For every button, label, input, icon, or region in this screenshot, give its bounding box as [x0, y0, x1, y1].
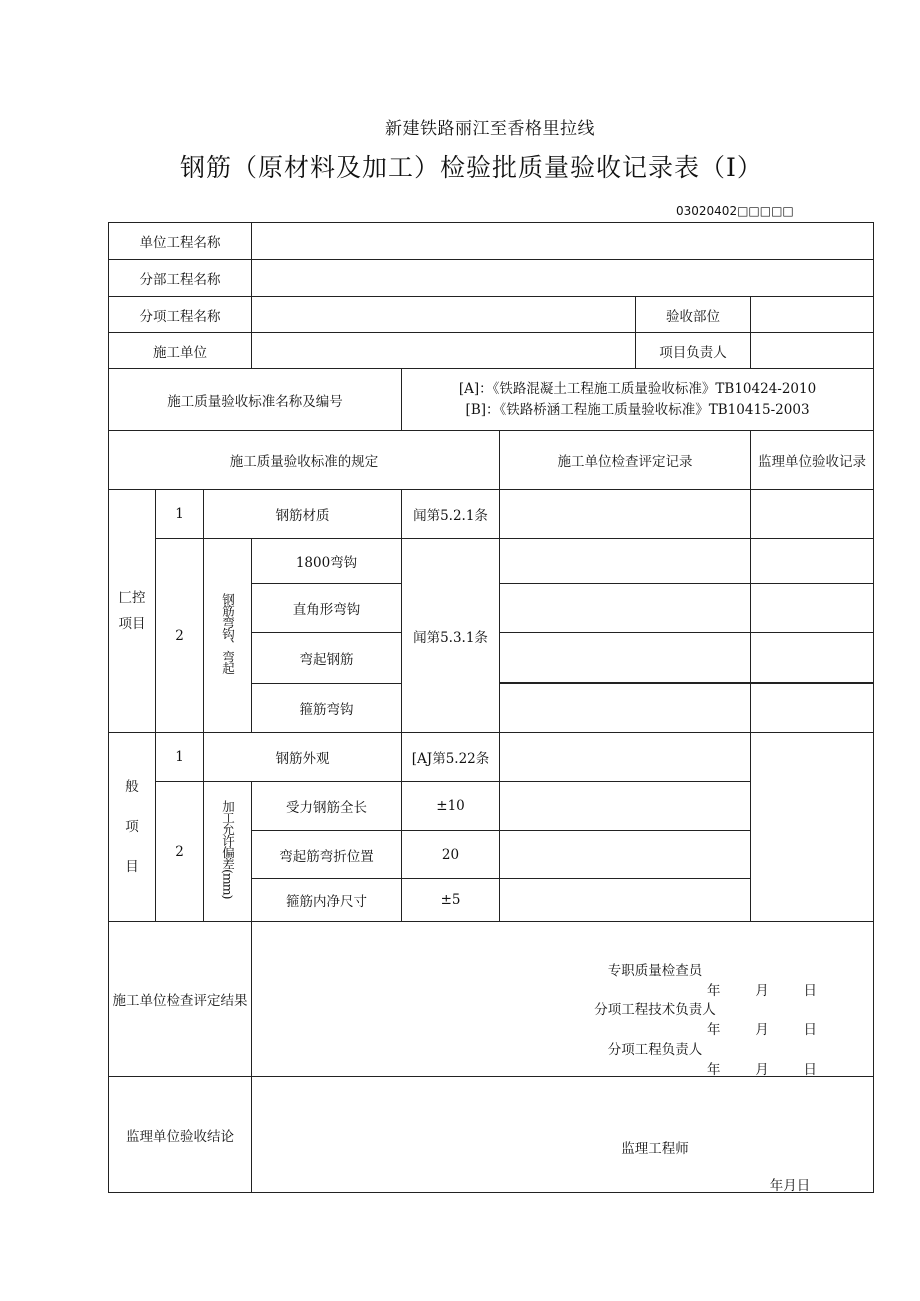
general-item2-row3-value: ±5: [402, 879, 500, 922]
general-item2-row1-value: ±10: [402, 782, 500, 831]
unit-project-label: 单位工程名称: [109, 223, 252, 260]
construction-result-area[interactable]: [252, 922, 874, 1077]
general-item2-group: [204, 782, 252, 922]
main-item2-sub4-construction-record[interactable]: [500, 684, 751, 733]
signer-1: 专职质量检查员: [607, 963, 703, 979]
general-supervision-record[interactable]: [751, 733, 874, 922]
construction-result-label: 施工单位检查评定结果: [109, 922, 252, 1077]
construction-record-header: 施工单位检查评定记录: [500, 431, 751, 490]
unit-project-value[interactable]: [252, 223, 874, 260]
division-project-label: 分部工程名称: [109, 260, 252, 297]
main-item1-supervision-record[interactable]: [751, 490, 874, 539]
general-label-1: 般: [125, 779, 139, 795]
main-item1-clause: 闻第5.2.1条: [402, 490, 500, 539]
main-item2-no: 2: [156, 539, 204, 733]
general-item2-row1-construction-record[interactable]: [500, 782, 751, 831]
subitem-project-value[interactable]: [252, 297, 636, 333]
main-item2-sub3-construction-record[interactable]: [500, 633, 751, 683]
signer-1-date: 年 月 日: [707, 983, 818, 999]
general-label-3: 目: [125, 859, 139, 875]
standard-a: [A]：《铁路混凝土工程施工质量验收标准》TB10424-2010: [458, 380, 817, 397]
document-title: 钢筋（原材料及加工）检验批质量验收记录表（I）: [180, 153, 763, 182]
main-item2-sub4: 箍筋弯钩: [252, 684, 402, 733]
general-item1-name: 钢筋外观: [204, 733, 402, 782]
supervision-result-label: 监理单位验收结论: [109, 1077, 252, 1193]
supervision-result-area[interactable]: [252, 1077, 874, 1193]
acceptance-part-label: 验收部位: [636, 297, 751, 333]
construction-unit-value[interactable]: [252, 333, 636, 369]
signer-2-date: 年 月 日: [707, 1022, 818, 1038]
main-item2-sub1-supervision-record[interactable]: [751, 539, 874, 584]
general-label-2: 项: [125, 819, 139, 835]
main-item2-sub2-supervision-record[interactable]: [751, 584, 874, 633]
general-item1-construction-record[interactable]: [500, 733, 751, 782]
main-item2-sub1-construction-record[interactable]: [500, 539, 751, 584]
project-leader-value[interactable]: [751, 333, 874, 369]
signer-2: 分项工程技术负责人: [594, 1002, 716, 1018]
main-control-label: [109, 490, 156, 733]
project-leader-label: 项目负责人: [636, 333, 751, 369]
regulation-header: 施工质量验收标准的规定: [109, 431, 500, 490]
signer-row-2: [455, 998, 855, 1038]
acceptance-part-value[interactable]: [751, 297, 874, 333]
general-label: [109, 733, 156, 922]
main-item2-group: [204, 539, 252, 733]
division-project-value[interactable]: [252, 260, 874, 297]
main-item2-sub4-supervision-record[interactable]: [751, 684, 874, 733]
main-control-label-line2: 项目: [118, 616, 146, 632]
general-item2-row2-name: 弯起筋弯折位置: [252, 831, 402, 879]
signer-row-3: [455, 1038, 855, 1077]
document-subtitle: 新建铁路丽江至香格里拉线: [385, 119, 595, 139]
general-item1-no: 1: [156, 733, 204, 782]
subitem-project-label: 分项工程名称: [109, 297, 252, 333]
main-item2-sub2-construction-record[interactable]: [500, 584, 751, 633]
main-item1-name: 钢筋材质: [204, 490, 402, 539]
general-item2-row2-construction-record[interactable]: [500, 831, 751, 879]
inspection-record-table: [108, 222, 874, 1193]
general-item1-clause: [AJ第5.22条: [402, 733, 500, 782]
general-item2-row1-name: 受力钢筋全长: [252, 782, 402, 831]
signer-3-date: 年 月 日: [707, 1062, 818, 1077]
main-item2-clause: 闻第5.3.1条: [402, 539, 500, 733]
general-item2-group-text: 加工允许偏差(mm): [220, 800, 236, 899]
main-item2-sub3: 弯起钢筋: [252, 633, 402, 684]
construction-unit-label: 施工单位: [109, 333, 252, 369]
standards-list: [402, 369, 874, 431]
main-control-label-line1: 匚控: [118, 590, 146, 606]
main-item2-group-text: 钢筋弯钩、弯起: [220, 593, 236, 674]
main-item2-sub3-supervision-record[interactable]: [751, 633, 874, 683]
general-item2-no: 2: [156, 782, 204, 922]
supervision-signer: 监理工程师: [621, 1141, 689, 1157]
main-item1-no: 1: [156, 490, 204, 539]
signer-row-1: [455, 959, 855, 999]
standards-label: 施工质量验收标准名称及编号: [109, 369, 402, 431]
general-item2-row2-value: 20: [402, 831, 500, 879]
general-item2-row3-construction-record[interactable]: [500, 879, 751, 922]
main-item2-sub1: 1800弯钩: [252, 539, 402, 584]
standard-b: [B]：《铁路桥涵工程施工质量验收标准》TB10415-2003: [465, 401, 810, 418]
form-code: 03020402□□□□□: [676, 204, 794, 218]
signer-3: 分项工程负责人: [607, 1042, 703, 1058]
main-item2-sub2: 直角形弯钩: [252, 584, 402, 633]
supervision-date: 年月日: [769, 1178, 811, 1193]
main-item1-construction-record[interactable]: [500, 490, 751, 539]
supervision-record-header: 监理单位验收记录: [751, 431, 874, 490]
general-item2-row3-name: 箍筋内净尺寸: [252, 879, 402, 922]
